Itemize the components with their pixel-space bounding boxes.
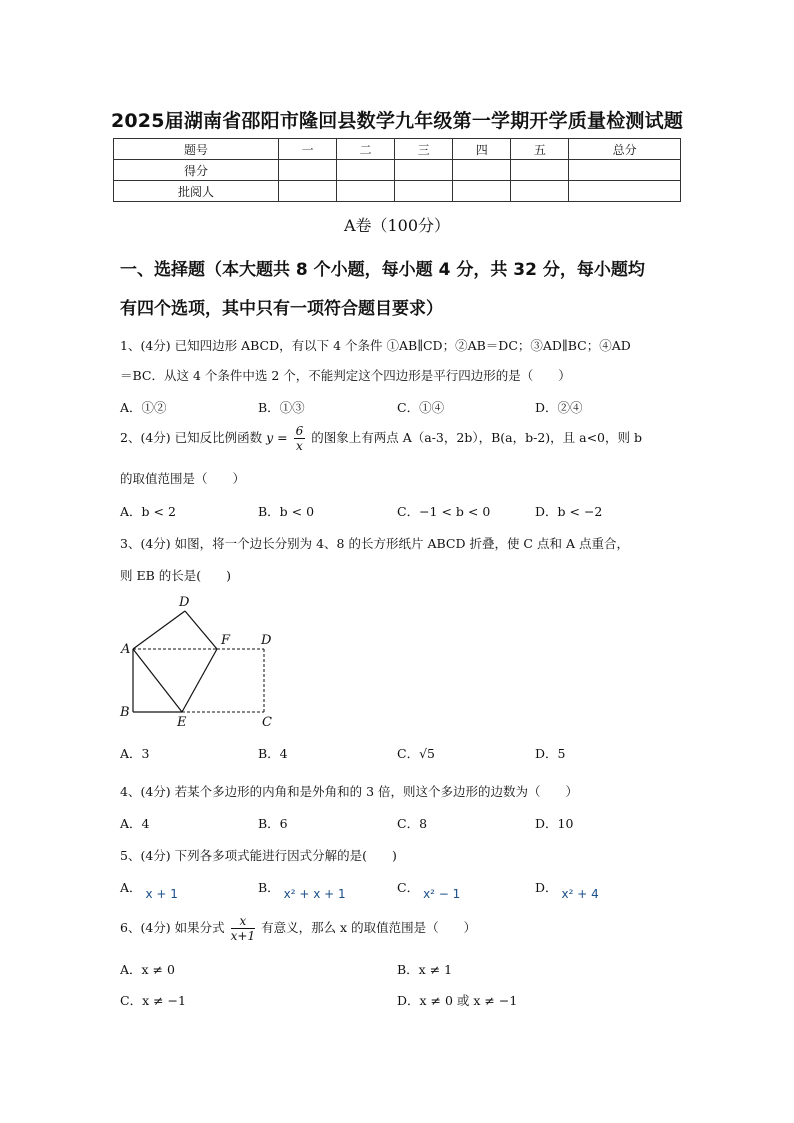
figure-label-d2: D [261, 633, 272, 648]
q5-option-b-label: B． [258, 880, 280, 895]
q1-option-d: D．②④ [535, 400, 583, 415]
q5-option-d [535, 878, 599, 901]
figure-fold-ae [133, 649, 182, 712]
q2-option-a: A．b < 2 [120, 504, 176, 519]
table-cell: 四 [453, 139, 511, 160]
q5-line1: 5、(4分) 下列各多项式能进行因式分解的是( ) [120, 848, 397, 863]
q1-option-c: C．①④ [397, 400, 445, 415]
q3-option-d: D．5 [535, 746, 566, 761]
q5-option-c-expr: x² − 1 [423, 887, 461, 901]
q6-fraction-num: x [231, 914, 255, 929]
q4-option-d: D．10 [535, 816, 574, 831]
table-cell [279, 160, 337, 181]
table-cell [279, 181, 337, 202]
q1-line2: ＝BC．从这 4 个条件中选 2 个，不能判定这个四边形是平行四边形的是（ ） [120, 368, 571, 383]
table-cell: 批阅人 [114, 181, 279, 202]
score-table [113, 138, 681, 202]
q2-line1 [120, 424, 642, 453]
q4-option-c: C．8 [397, 816, 428, 831]
q3-option-c: C．√5 [397, 746, 435, 761]
section-heading: A卷（100分） [343, 216, 451, 235]
figure-label-f: F [221, 633, 231, 648]
q6-option-d: D．x ≠ 0 或 x ≠ −1 [397, 993, 518, 1008]
q6-suffix: 有意义，那么 x 的取值范围是（ ） [261, 920, 477, 935]
q6-option-b: B．x ≠ 1 [397, 962, 453, 977]
table-cell: 二 [337, 139, 395, 160]
q3-option-a: A．3 [120, 746, 150, 761]
table-cell: 三 [395, 139, 453, 160]
q4-option-b: B．6 [258, 816, 288, 831]
q2-option-d: D．b < −2 [535, 504, 603, 519]
table-cell [569, 181, 681, 202]
q2-fraction-num: 6 [295, 424, 304, 438]
table-cell [569, 160, 681, 181]
q6-option-a: A．x ≠ 0 [120, 962, 175, 977]
figure-label-c: C [262, 715, 272, 730]
q3-line1: 3、(4分) 如图，将一个边长分别为 4、8 的长方形纸片 ABCD 折叠，使 C 点和 A 点重合， [120, 536, 629, 551]
q6-fraction-den: x+1 [230, 929, 256, 943]
figure-fold-ad [133, 611, 185, 649]
q5-option-d-expr: x² + 4 [561, 887, 599, 901]
table-row [114, 160, 681, 181]
table-cell [337, 181, 395, 202]
table-cell [395, 181, 453, 202]
q2-suffix: 的图象上有两点 A（a-3，2b），B(a，b-2)，且 a<0，则 b [311, 430, 642, 445]
q2-func-lhs: y = [266, 430, 288, 445]
figure-label-e: E [177, 715, 187, 730]
table-cell: 一 [279, 139, 337, 160]
q6-option-c: C．x ≠ −1 [120, 993, 186, 1008]
q2-fraction [294, 424, 306, 453]
q2-line2: 的取值范围是（ ） [120, 471, 246, 486]
q1-line1: 1、(4分) 已知四边形 ABCD，有以下 4 个条件 ①AB∥CD；②AB＝DC；③AD∥BC；④AD [120, 338, 631, 353]
table-cell: 五 [511, 139, 569, 160]
q3-figure [112, 592, 282, 732]
q2-prefix: 2、(4分) 已知反比例函数 [120, 430, 263, 445]
q5-option-b [258, 878, 346, 901]
q5-option-b-expr: x² + x + 1 [283, 887, 346, 901]
q2-option-b: B．b < 0 [258, 504, 315, 519]
q4-option-a: A．4 [120, 816, 150, 831]
table-cell: 得分 [114, 160, 279, 181]
q2-fraction-den: x [296, 439, 303, 453]
page-title: 2025届湖南省邵阳市隆回县数学九年级第一学期开学质量检测试题 [110, 110, 684, 132]
figure-label-d: D [179, 595, 190, 610]
q6-prefix: 6、(4分) 如果分式 [120, 920, 225, 935]
table-header-row [114, 139, 681, 160]
table-row [114, 181, 681, 202]
q3-line2: 则 EB 的长是( ) [120, 568, 232, 583]
q5-option-c-label: C． [397, 880, 420, 895]
table-cell: 总分 [569, 139, 681, 160]
q5-option-a [120, 878, 178, 901]
figure-label-a: A [121, 642, 131, 657]
section-title-line1: 一、选择题（本大题共 8 个小题，每小题 4 分，共 32 分，每小题均 [120, 260, 645, 280]
q5-option-a-expr: x + 1 [145, 887, 178, 901]
table-cell [453, 181, 511, 202]
table-cell [337, 160, 395, 181]
q6-line1 [120, 914, 476, 943]
figure-fold-fe [182, 649, 217, 712]
q3-option-b: B．4 [258, 746, 288, 761]
table-cell: 题号 [114, 139, 279, 160]
table-cell [453, 160, 511, 181]
section-title-line2: 有四个选项，其中只有一项符合题目要求） [120, 299, 443, 319]
q6-fraction [231, 914, 255, 943]
q5-option-d-label: D． [535, 880, 558, 895]
table-cell [511, 160, 569, 181]
q1-option-a: A．①② [120, 400, 167, 415]
q1-option-b: B．①③ [258, 400, 305, 415]
q2-option-c: C．−1 < b < 0 [397, 504, 491, 519]
q5-option-a-label: A． [120, 880, 142, 895]
figure-fold-df [185, 611, 217, 649]
figure-label-b: B [120, 705, 130, 720]
q4-line1: 4、(4分) 若某个多边形的内角和是外角和的 3 倍，则这个多边形的边数为（ ） [120, 784, 579, 799]
table-cell [395, 160, 453, 181]
table-cell [511, 181, 569, 202]
q5-option-c [397, 878, 461, 901]
